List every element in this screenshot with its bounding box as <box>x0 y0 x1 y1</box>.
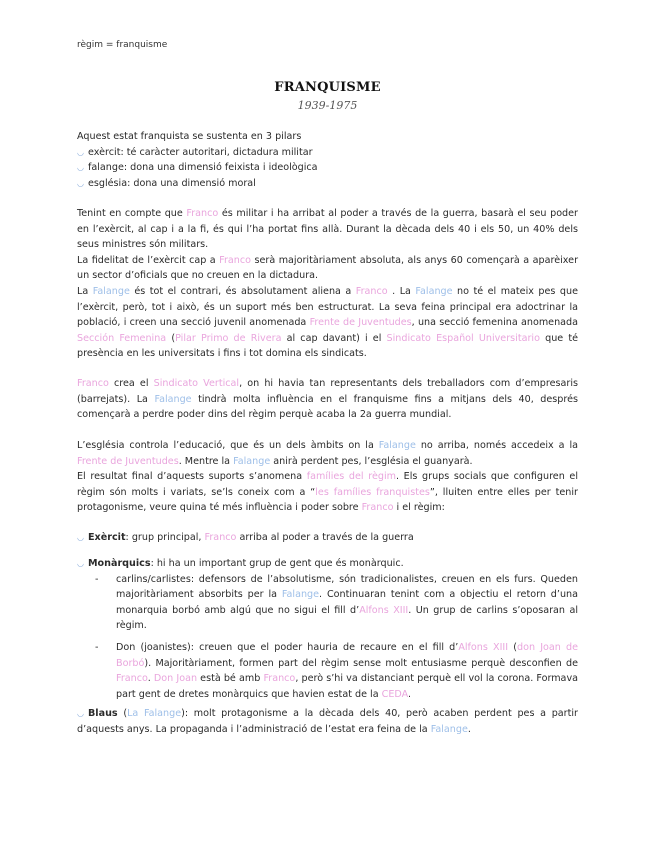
intro-lead: Aquest estat franquista se sustenta en 3 pilars <box>77 131 302 142</box>
paragraph-army: Tenint en compte que Franco és militar i ha arribat al poder a través de la guerra, basarà el seu poder en l’exèrcit, al cap i a la fi, és qui l’ha portat fins allà. Durant la dècada dels 40 i els 50, un 40% dels seus ministres són militars. <box>77 208 578 251</box>
paragraph-sindicato: Franco crea el Sindicato Vertical, on hi havia tan representants dels treballadors com d’empresaris (barrejats). La Falange tindrà molta influència en el franquisme fins a mitjans dels 40, després començarà a perdre poder dins del règim perquè acaba la 2a guerra mundial. <box>77 378 579 421</box>
family-label: Monàrquics <box>88 558 151 569</box>
bullet-icon: ◡ <box>77 178 84 188</box>
body-section-3 <box>77 438 578 516</box>
body-section-2 <box>77 376 578 423</box>
pillar-item: ◡ falange: dona una dimensió feixista i ideològica <box>77 160 578 176</box>
sub-list <box>95 572 578 703</box>
bullet-icon: ◡ <box>77 559 84 568</box>
body-section-1 <box>77 206 578 362</box>
page-title: FRANQUISME <box>274 80 381 95</box>
sub-item-don: - Don (joanistes): creuen que el poder hauria de recaure en el fill d’Alfons XIII (don Joan de Borbó). Majoritàriament, formen part del règim sense molt entusiasme perquè desconfien de Franco. Don Joan està bé amb Franco, però s’hi va distanciant perquè ell vol la corona. Formava part gent de dretes monàrquics que havien estat de la CEDA. <box>95 641 579 700</box>
paragraph-falange: La Falange és tot el contrari, és absolutament aliena a Franco . La Falange no té el mateix pes que l’exèrcit, però, tot i això, és un suport més ben estructurat. La seva feina principal era adoctrinar la població, i creen una secció juvenil anomenada Frente de Juventudes, una secció femenina anomenada Sección Femenina (Pilar Primo de Rivera al cap davant) i el Sindicato Español Universitario que té presència en les universitats i fins i tot domina els sindicats. <box>77 285 579 360</box>
intro-section <box>77 129 578 191</box>
family-monarquics: ◡ Monàrquics: hi ha un important grup de gent que és monàrquic. - carlins/carlistes: defensors de l’absolutisme, són tradicionalistes, creuen en els furs. Queden majoritàriament absorbits per la Falange. Continuaran tenint com a objectiu el retorn d’una monarquia borbó amb algú que no sigui el fill d’Alfons XIII. Un grup de carlins s’oposaran al règim. - Don (joanistes): creuen que el poder hauria de recaure en el fill d’Alfons XIII (don Joan de Borbó). Majoritàriament, formen part del règim sense molt entusiasme perquè desconfien de Franco. Don Joan està bé amb Franco, però s’hi va distanciant perquè ell vol la corona. Formava part gent de dretes monàrquics que havien estat de la CEDA. <box>77 556 578 702</box>
paragraph-loyalty: La fidelitat de l’exèrcit cap a Franco serà majoritàriament absoluta, als anys 60 començarà a aparèixer un sector d’oficials que no creuen en la dictadura. <box>77 254 579 282</box>
family-blaus: ◡ Blaus (La Falange): molt protagonisme a la dècada dels 40, però acaben perdent pes a partir d’aquests anys. La propaganda i l’administració de l’estat era feina de la Falange. <box>77 708 578 735</box>
bullet-icon: ◡ <box>77 709 84 718</box>
bullet-icon: ◡ <box>77 147 84 157</box>
page-subtitle: 1939-1975 <box>297 99 358 112</box>
paragraph-church: L’església controla l’educació, que és un dels àmbits on la Falange no arriba, només accedeix a la Frente de Juventudes. Mentre la Falange anirà perdent pes, l’església el guanyarà. <box>77 440 578 467</box>
family-label: Exèrcit <box>88 532 126 543</box>
family-exercit: ◡ Exèrcit: grup principal, Franco arriba al poder a través de la guerra <box>77 530 578 546</box>
pillar-item: ◡ exèrcit: té caràcter autoritari, dictadura militar <box>77 145 578 161</box>
paragraph-families: El resultat final d’aquests suports s’anomena famílies del règim. Els grups socials que configuren el règim són molts i variats, se’ls coneix com a “les famílies franquistes”, lluiten entre elles per tenir protagonisme, veure quina té més influència i poder sobre Franco i el règim: <box>77 471 578 514</box>
pillar-item: ◡ església: dona una dimensió moral <box>77 176 578 192</box>
top-note: règim = franquisme <box>77 40 168 50</box>
bullet-icon: ◡ <box>77 533 84 542</box>
family-label: Blaus <box>88 708 118 719</box>
sub-item-carlins: - carlins/carlistes: defensors de l’absolutisme, són tradicionalistes, creuen en els furs. Queden majoritàriament absorbits per la Falange. Continuaran tenint com a objectiu el retorn d’una monarquia borbó amb algú que no sigui el fill d’Alfons XIII. Un grup de carlins s’oposaran al règim. <box>95 573 578 632</box>
bullet-icon: ◡ <box>77 163 84 173</box>
